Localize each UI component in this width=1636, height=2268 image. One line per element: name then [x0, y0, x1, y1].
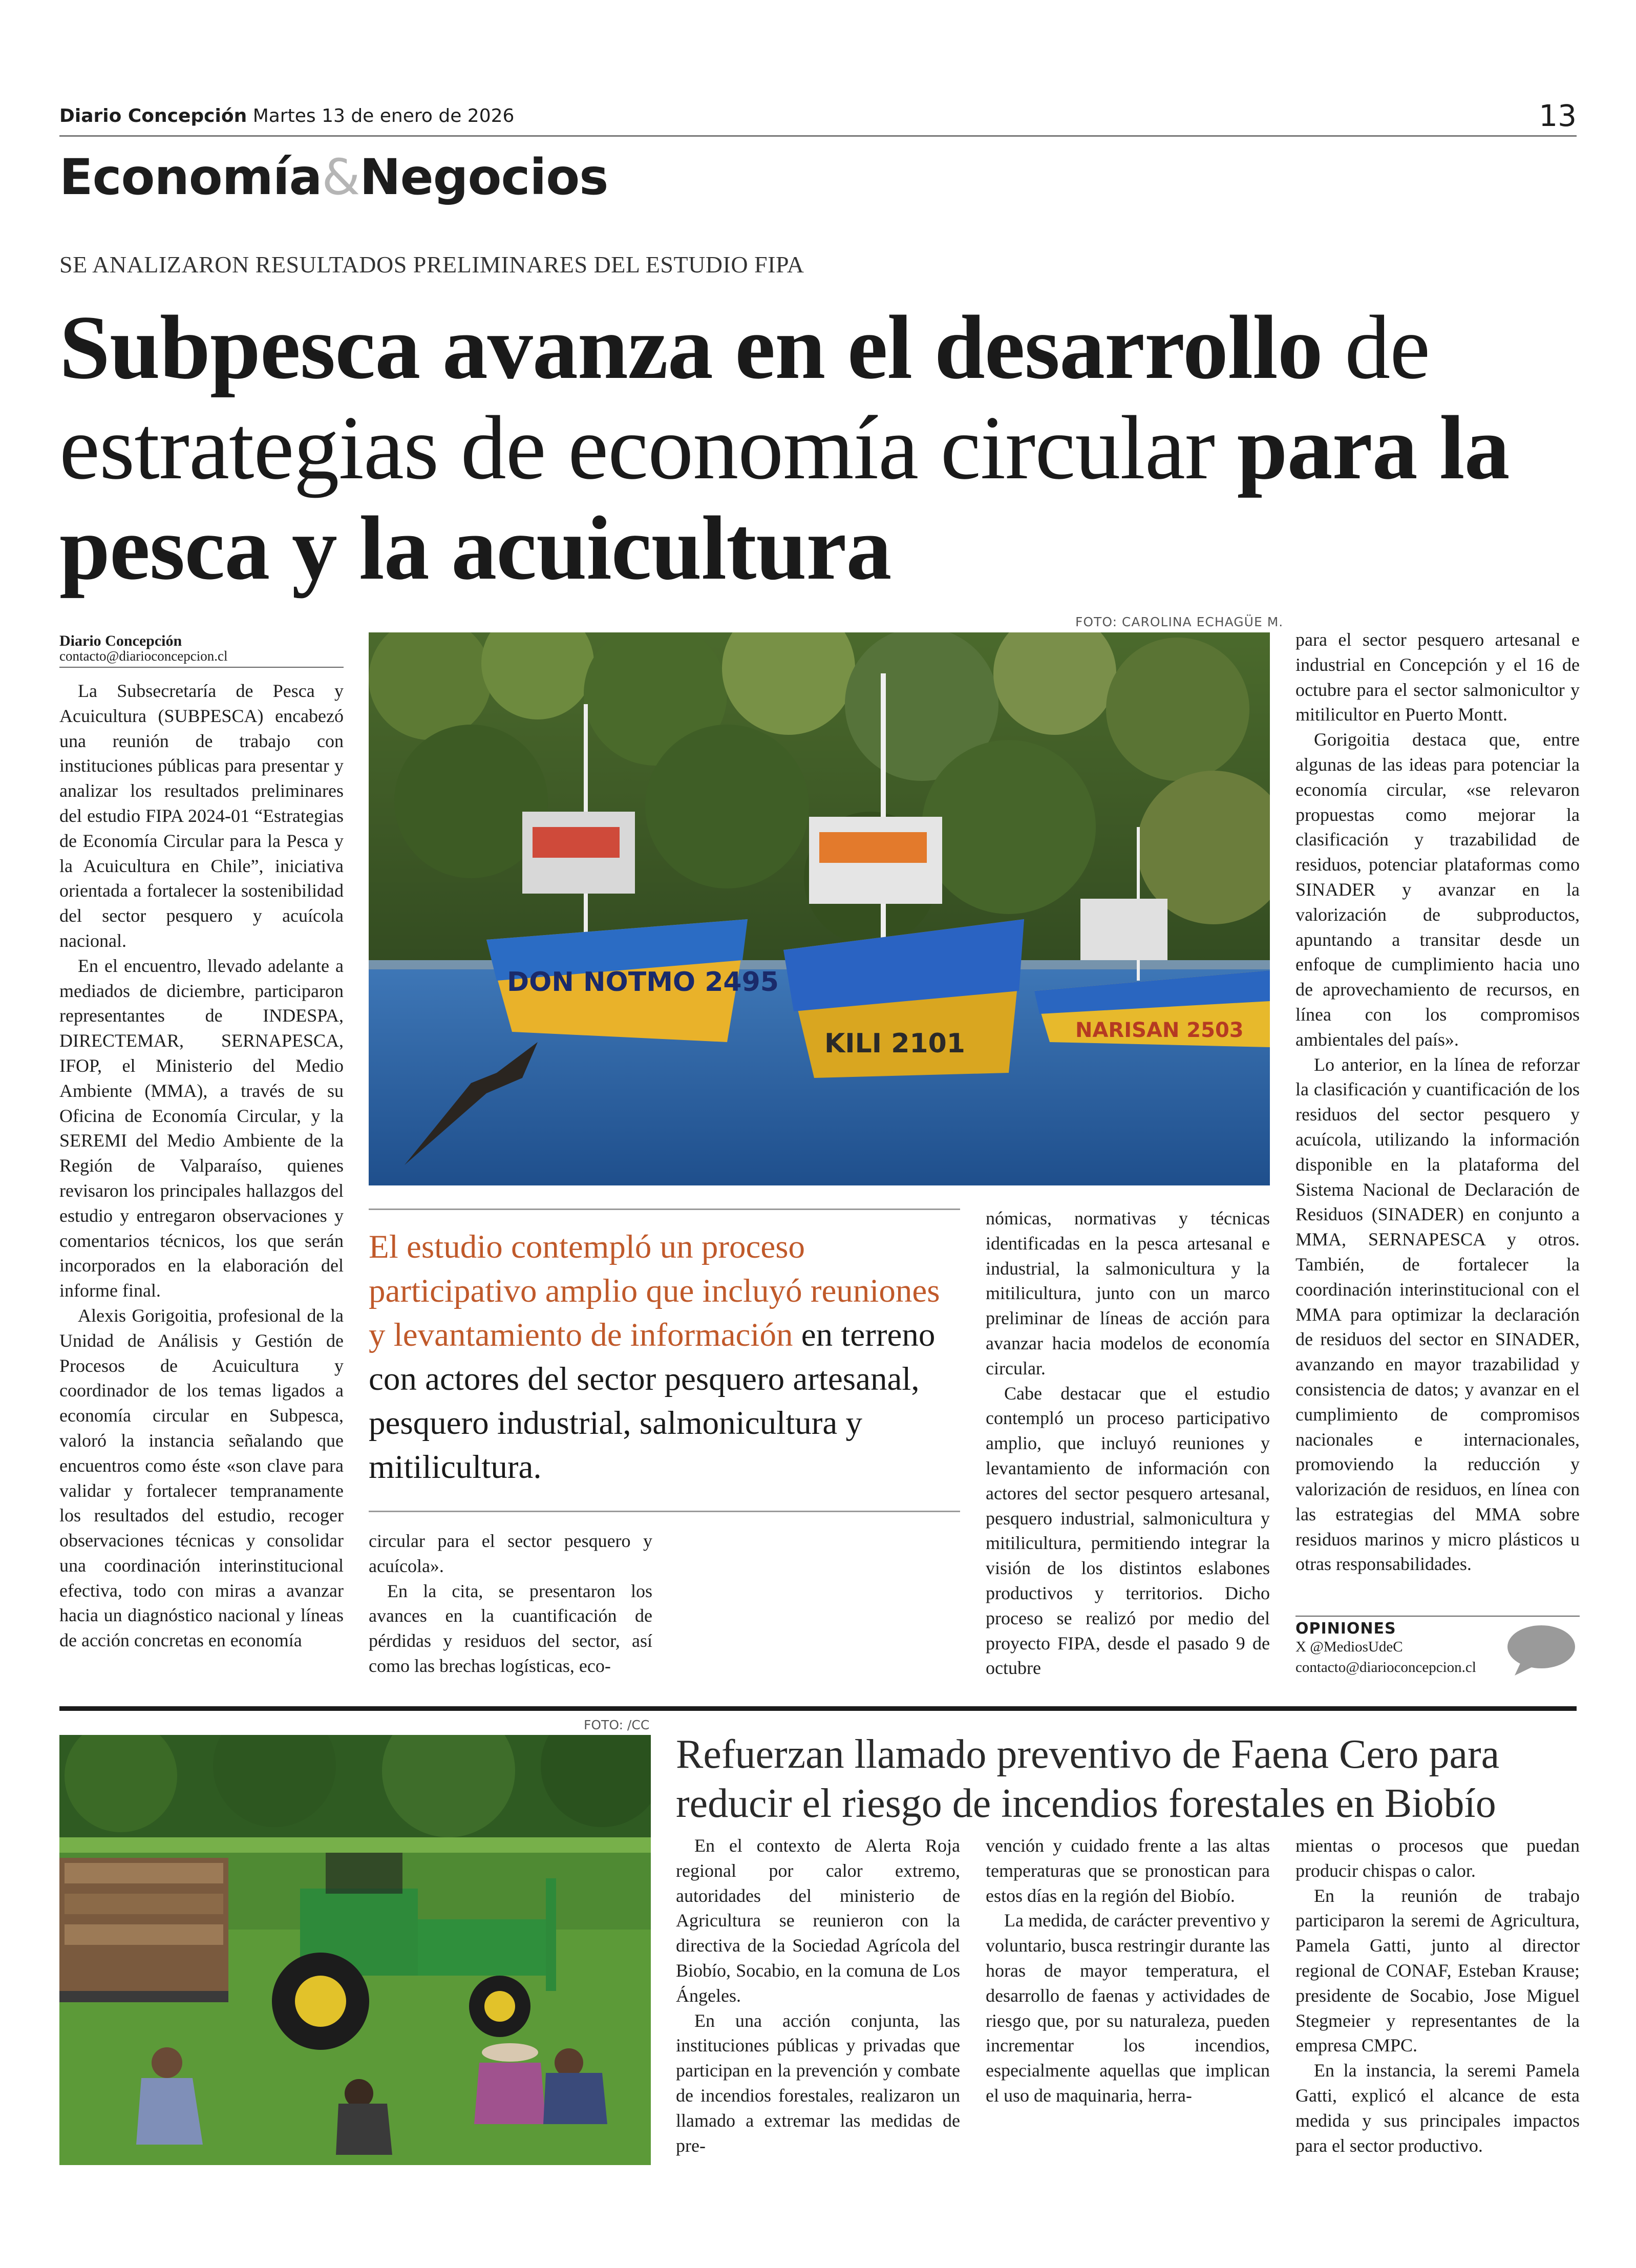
second-article-column-2: [986, 1833, 1270, 2108]
fishing-boats-photo: [369, 632, 1270, 1185]
photo-credit: FOTO: CAROLINA ECHAGÜE M.: [1075, 614, 1284, 629]
paragraph: mientas o procesos que puedan producir chispas o calor.: [1295, 1835, 1580, 1881]
paragraph: nómicas, normativas y técnicas identificadas en la pesca artesanal e industrial, la salmonicultura y la mitilicultura, junto con un marco preliminar de líneas de acción para avanzar hacia modelos de economía circular.: [986, 1208, 1270, 1379]
paragraph: Cabe destacar que el estudio contempló un proceso participativo amplio, que incluyó reuniones y levantamiento de información con actores del sector pesquero artesanal, pesquero industrial, salmonicultura y mitilicultura, permitiendo integrar la visión de los distintos eslabones productivos y territorios. Dicho proceso se realizó por medio del proyecto FIPA, desde el pasado 9 de octubre: [986, 1383, 1270, 1679]
article-column-2: [369, 1529, 652, 1679]
opinions-email: contacto@diarioconcepcion.cl: [1295, 1659, 1476, 1676]
paragraph: La Subsecretaría de Pesca y Acuicultura (SUBPESCA) encabezó una reunión de trabajo con instituciones públicas para presentar y analizar los resultados preliminares del estudio FIPA 2024-01 “Estrategias de Economía Circular para la Pesca y la Acuicultura en Chile”, iniciativa orientada a fortalecer la sostenibilidad del sector pesquero y acuícola nacional.: [59, 681, 344, 951]
header-rule: [59, 135, 1577, 137]
opinions-title: OPINIONES: [1295, 1620, 1396, 1638]
issue-date: Martes 13 de enero de 2026: [252, 105, 515, 126]
boat-name-3: NARISAN 2503: [1075, 1019, 1244, 1042]
tractor-field-photo: [59, 1735, 651, 2165]
paragraph: para el sector pesquero artesanal e industrial en Concepción y el 16 de octubre para el sector salmonicultor y mitilicultor en Puerto Montt.: [1295, 629, 1580, 725]
newspaper-name: Diario Concepción: [59, 105, 247, 126]
kicker: SE ANALIZARON RESULTADOS PRELIMINARES DEL ESTUDIO FIPA: [59, 251, 804, 278]
paragraph: En el contexto de Alerta Roja regional por calor extremo, autoridades del ministerio de Agricultura se reunieron con la directiva de la Sociedad Agrícola del Biobío, Socabio, en la comuna de Los Ángeles.: [676, 1835, 960, 2006]
paragraph: En una acción conjunta, las instituciones públicas y privadas que participan en la prevención y combate de incendios forestales, realizaron un llamado a extremar las medidas de pre-: [676, 2010, 960, 2156]
photo-credit-2: FOTO: /CC: [584, 1718, 650, 1732]
byline-rule: [59, 667, 344, 668]
paragraph: La medida, de carácter preventivo y voluntario, busca restringir durante las horas de mayor temperatura, el desarrollo de faenas y actividades de riesgo que, por su naturaleza, pueden incrementar los incendios, especialmente aquellas que implican el uso de maquinaria, herra-: [986, 1910, 1270, 2106]
pullquote-rule-top: [369, 1209, 960, 1210]
paragraph: Gorigoitia destaca que, entre algunas de las ideas para potenciar la economía circular, «se relevaron propuestas como mejorar la clasificación y trazabilidad de residuos, potenciar plataformas como SINADER y avanzar en la valorización de subproductos, apuntando a transitar desde un enfoque de cumplimiento hacia uno de aprovechamiento de recursos, en línea con los compromisos ambientales del país».: [1295, 729, 1580, 1050]
second-article-column-3: [1295, 1833, 1580, 2158]
paragraph: En la instancia, la seremi Pamela Gatti, explicó el alcance de esta medida y sus principales impactos para el sector productivo.: [1295, 2060, 1580, 2156]
opinions-x-handle: X @MediosUdeC: [1295, 1639, 1403, 1655]
article-column-1: [59, 679, 344, 1653]
paragraph: vención y cuidado frente a las altas temperaturas que se pronostican para estos días en la región del Biobío.: [986, 1835, 1270, 1906]
boat-name-1: DON NOTMO 2495: [507, 967, 779, 998]
opinions-rule: [1295, 1616, 1580, 1617]
article-separator: [59, 1706, 1577, 1711]
section-title-amp: &: [322, 149, 360, 206]
article-column-3: [986, 1206, 1270, 1681]
paragraph: circular para el sector pesquero y acuícola».: [369, 1531, 652, 1576]
masthead: [59, 105, 514, 126]
pull-quote-rest: en terreno con actores del sector pesquero artesanal, pesquero industrial, salmonicultura y mitilicultura.: [369, 1317, 936, 1486]
page-number: 13: [1539, 98, 1577, 133]
pullquote-rule-bottom: [369, 1511, 960, 1512]
paragraph: Lo anterior, en la línea de reforzar la clasificación y cuantificación de los residuos del sector pesquero y acuícola, utilizando la información disponible en la plataforma del Sistema Nacional de Declaración de Residuos (SINADER) en conjunto a MMA, SERNAPESCA y otros. También, de fortalecer la coordinación interinstitucional con el MMA para optimizar la declaración de residuos del sector en SINADER, avanzando en mayor trazabilidad y consistencia de datos; y avanzar en el cumplimiento de compromisos nacionales e internacionales, promoviendo la reducción y valorización de residuos, en línea con las estrategias del MMA sobre residuos marinos y micro plásticos u otras responsabilidades.: [1295, 1054, 1580, 1575]
second-article-column-1: [676, 1833, 960, 2158]
byline-name: Diario Concepción: [59, 632, 182, 649]
paragraph: En el encuentro, llevado adelante a mediados de diciembre, participaron representantes de INDESPA, DIRECTEMAR, SERNAPESCA, IFOP, el Ministerio del Medio Ambiente (MMA), a través de su Oficina de Economía Circular, y la SEREMI del Medio Ambiente de la Región de Valparaíso, quienes revisaron los principales hallazgos del estudio y entregaron observaciones y comentarios técnicos, los que serán incorporados en la elaboración del informe final.: [59, 955, 344, 1301]
section-title-left: Economía: [59, 149, 322, 206]
paragraph: Alexis Gorigoitia, profesional de la Unidad de Análisis y Gestión de Procesos de Acuicultura y coordinador de los temas ligados a economía circular en Subpesca, valoró la instancia señalando que encuentros como éste «son clave para validar y fortalecer tempranamente los resultados del estudio, recoger observaciones técnicas y consolidar una coordinación interinstitucional efectiva, todo con miras a avanzar hacia un diagnóstico nacional y líneas de acción concretas en economía: [59, 1305, 344, 1651]
headline-light-part: de estrategias de economía circular: [59, 296, 1430, 498]
pull-quote-highlight: El estudio contempló un proceso participativo amplio que incluyó reuniones y levantamiento de información: [369, 1228, 940, 1353]
headline-bold-part-2: para la pesca y la acuicultura: [59, 397, 1510, 599]
paragraph: En la reunión de trabajo participaron la seremi de Agricultura, Pamela Gatti, junto al director regional de CONAF, Esteban Krause; presidente de Socabio, Jose Miguel Stegmeier y representantes de la empresa CMPC.: [1295, 1885, 1580, 2056]
article-column-4: [1295, 627, 1580, 1577]
headline-bold-part-1: Subpesca avanza en el desarrollo: [59, 296, 1323, 398]
paragraph: En la cita, se presentaron los avances en la cuantificación de pérdidas y residuos del sector, así como las brechas logísticas, eco-: [369, 1580, 652, 1676]
speech-bubble-icon: [1505, 1622, 1577, 1679]
headline: [59, 297, 1585, 598]
boat-name-2: KILI 2101: [824, 1028, 965, 1059]
byline-email: contacto@diarioconcepcion.cl: [59, 648, 228, 664]
second-headline: Refuerzan llamado preventivo de Faena Cero para reducir el riesgo de incendios forestales en Biobío: [676, 1732, 1500, 1826]
section-title: [59, 149, 608, 206]
section-title-right: Negocios: [359, 149, 608, 206]
pull-quote: [369, 1225, 963, 1489]
